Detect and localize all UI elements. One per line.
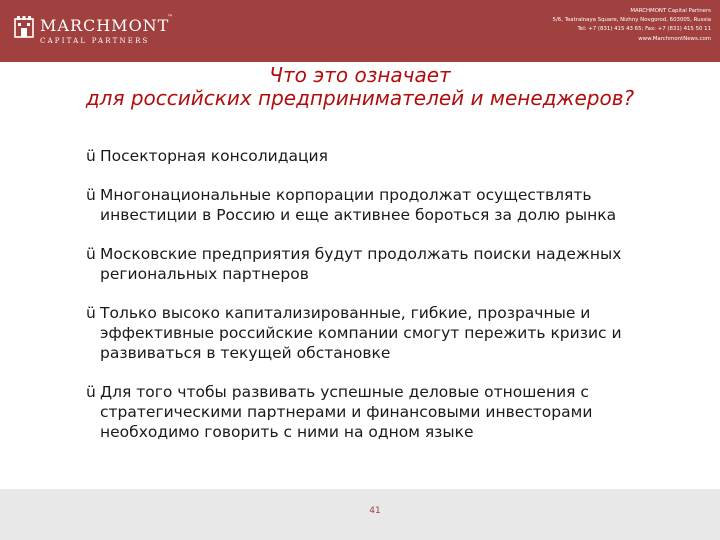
footer-bar xyxy=(0,489,720,540)
checkmark-icon: ü xyxy=(86,186,96,204)
bullet-line: Многонациональные корпорации продолжат осуществлять xyxy=(100,186,592,204)
bullet-line: Для того чтобы развивать успешные деловые отношения с xyxy=(100,383,589,401)
contact-website: www.MarchmontNews.com xyxy=(638,35,711,42)
contact-address: 5/6, Teatralnaya Square, Nizhny Novgorod, 603005, Russia xyxy=(552,17,711,24)
bullet-item xyxy=(86,303,694,363)
bullet-list xyxy=(86,146,694,461)
bullet-item xyxy=(86,185,694,225)
checkmark-icon: ü xyxy=(86,383,96,401)
bullet-line: Посекторная консолидация xyxy=(100,147,328,165)
contact-block xyxy=(553,7,711,44)
header-bar xyxy=(0,0,720,62)
slide-title-line: для российских предпринимателей и менеджеров? xyxy=(85,86,635,110)
bullet-line: эффективные российские компании смогут пережить кризис и xyxy=(100,324,622,342)
bullet-line: стратегическими партнерами и финансовыми инвесторами xyxy=(100,403,593,421)
bullet-item xyxy=(86,146,694,166)
castle-icon xyxy=(14,16,34,38)
checkmark-icon: ü xyxy=(86,304,96,322)
bullet-line: инвестиции в Россию и еще активнее бороться за долю рынка xyxy=(100,206,617,224)
bullet-item xyxy=(86,382,694,442)
brand-name: MARCHMONT xyxy=(40,16,170,35)
checkmark-icon: ü xyxy=(86,245,96,263)
checkmark-icon: ü xyxy=(86,147,96,165)
contact-phone: Tel: +7 (831) 415 43 65; Fax: +7 (831) 415 50 11 xyxy=(577,26,711,33)
brand-logo xyxy=(14,14,194,50)
bullet-item xyxy=(86,244,694,284)
brand-subtitle: CAPITAL PARTNERS xyxy=(40,37,150,45)
trademark-mark: ™ xyxy=(167,14,173,21)
bullet-line: развиваться в текущей обстановке xyxy=(100,344,391,362)
bullet-line: региональных партнеров xyxy=(100,265,309,283)
bullet-line: Только высоко капитализированные, гибкие, прозрачные и xyxy=(100,304,591,322)
bullet-line: Московские предприятия будут продолжать поиски надежных xyxy=(100,245,622,263)
slide-title-line: Что это означает xyxy=(269,63,451,87)
page-number: 41 xyxy=(369,506,381,516)
contact-company: MARCHMONT Capital Partners xyxy=(630,8,711,14)
slide-title xyxy=(0,64,720,110)
bullet-line: необходимо говорить с ними на одном языке xyxy=(100,423,474,441)
